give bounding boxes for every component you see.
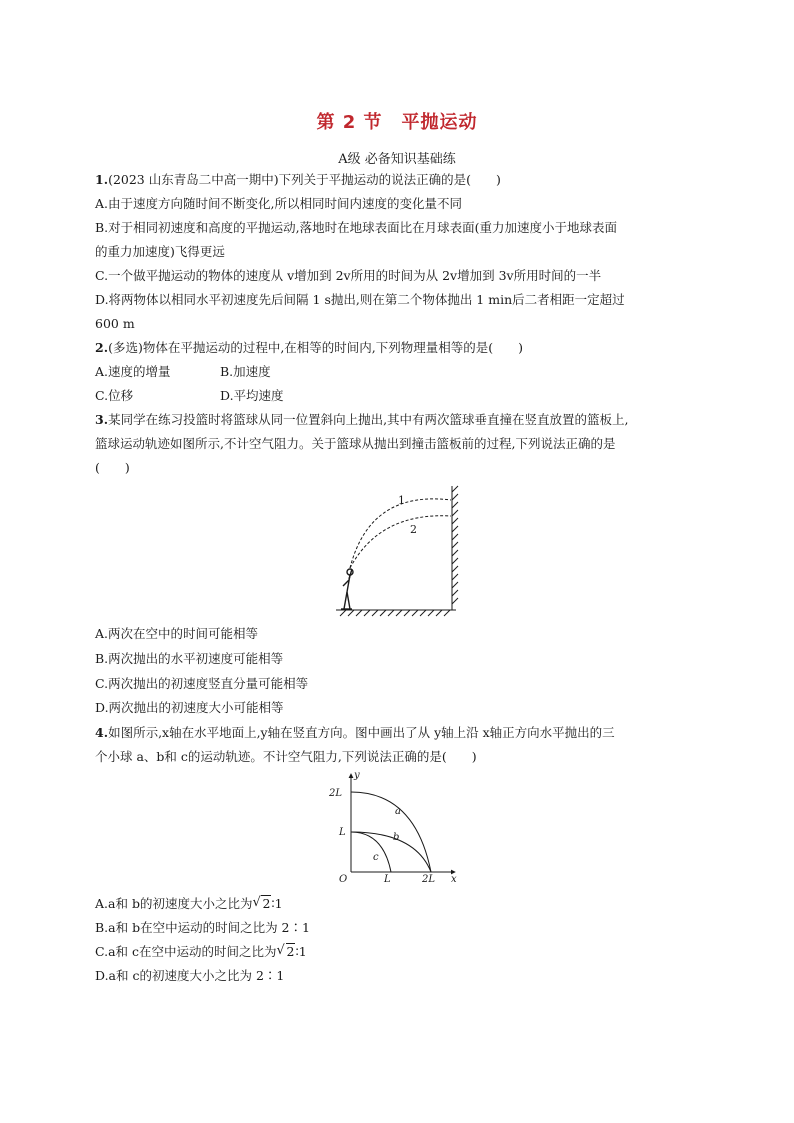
ground bbox=[336, 610, 456, 616]
q2-stem-text: (多选)物体在平抛运动的过程中,在相等的时间内,下列物理量相等的是( ) bbox=[108, 340, 524, 355]
trajectory-label-1: 1 bbox=[398, 494, 405, 507]
trajectory-2 bbox=[350, 516, 451, 568]
q4-option-b: B.a和 b在空中运动的时间之比为 2∶1 bbox=[95, 920, 310, 935]
q4-number: 4. bbox=[95, 725, 109, 740]
x-tick-L: L bbox=[384, 874, 391, 885]
q4-option-a-ratio: ∶1 bbox=[271, 896, 283, 911]
q4-stem-line2: 个小球 a、b和 c的运动轨迹。不计空气阻力,下列说法正确的是( ) bbox=[95, 749, 477, 764]
q3-stem-line2: 篮球运动轨迹如图所示,不计空气阻力。关于篮球从抛出到撞击篮板前的过程,下列说法正确的是 bbox=[95, 436, 616, 451]
q4-option-d: D.a和 c的初速度大小之比为 2∶1 bbox=[95, 968, 285, 983]
q2-row1 bbox=[95, 364, 271, 380]
q4-option-c-prefix: C. bbox=[95, 944, 109, 959]
q1-option-b-line1: B.对于相同初速度和高度的平抛运动,落地时在地球表面比在月球表面(重力加速度小于地球表面 bbox=[95, 220, 618, 235]
q3-option-c: C.两次抛出的初速度竖直分量可能相等 bbox=[95, 676, 309, 691]
y-tick-2L: 2L bbox=[329, 788, 343, 799]
backboard bbox=[452, 486, 458, 610]
q2-row2 bbox=[95, 388, 284, 404]
curve-c bbox=[351, 832, 391, 872]
origin-label: O bbox=[339, 874, 348, 885]
q2-stem bbox=[95, 340, 523, 356]
page-title: 第 2 节 平抛运动 bbox=[316, 112, 478, 133]
q3-stem bbox=[95, 412, 629, 428]
trajectory-label-2: 2 bbox=[410, 523, 417, 536]
q2-option-a: A.速度的增量 bbox=[95, 364, 171, 379]
q4-trajectory-figure bbox=[325, 768, 465, 890]
curve-b-label: b bbox=[393, 832, 400, 843]
curve-a-label: a bbox=[395, 806, 401, 817]
q1-number: 1. bbox=[95, 172, 109, 187]
q4-option-c-radicand: 2 bbox=[286, 944, 295, 959]
player-figure bbox=[341, 569, 353, 609]
q1-option-a: A.由于速度方向随时间不断变化,所以相同时间内速度的变化量不同 bbox=[95, 196, 462, 211]
q3-number: 3. bbox=[95, 412, 109, 427]
q3-stem-text: 某同学在练习投篮时将篮球从同一位置斜向上抛出,其中有两次篮球垂直撞在竖直放置的篮板上, bbox=[108, 412, 629, 427]
curve-b bbox=[351, 832, 431, 872]
q2-option-b: B.加速度 bbox=[220, 364, 271, 379]
q1-option-c: C.一个做平抛运动的物体的速度从 v增加到 2v所用的时间为从 2v增加到 3v所用时间的一半 bbox=[95, 268, 602, 283]
y-tick-L: L bbox=[339, 827, 346, 838]
x-axis-label: x bbox=[451, 874, 457, 885]
q3-option-b: B.两次抛出的水平初速度可能相等 bbox=[95, 651, 284, 666]
q2-option-d: D.平均速度 bbox=[220, 388, 284, 403]
x-tick-2L: 2L bbox=[422, 874, 436, 885]
q3-stem-line3: ( ) bbox=[95, 460, 130, 475]
q1-option-d-line1: D.将两物体以相同水平初速度先后间隔 1 s抛出,则在第二个物体抛出 1 min后二者相距一定超过 bbox=[95, 292, 625, 307]
trajectory-1 bbox=[350, 499, 451, 568]
section-heading: A级 必备知识基础练 bbox=[338, 152, 456, 167]
q1-stem-text: (2023 山东青岛二中高一期中)下列关于平抛运动的说法正确的是( ) bbox=[108, 172, 501, 187]
q4-option-a-radicand: 2 bbox=[262, 896, 271, 911]
q4-option-a-text: a和 b的初速度大小之比为 bbox=[108, 896, 253, 911]
q2-number: 2. bbox=[95, 340, 109, 355]
q1-option-b-line2: 的重力加速度)飞得更远 bbox=[95, 244, 225, 259]
curve-c-label: c bbox=[373, 852, 379, 863]
q4-option-a bbox=[95, 896, 283, 912]
q4-option-c-ratio: ∶1 bbox=[295, 944, 307, 959]
sqrt-symbol bbox=[252, 896, 271, 912]
y-axis-label: y bbox=[354, 770, 360, 781]
q3-option-d: D.两次抛出的初速度大小可能相等 bbox=[95, 700, 284, 715]
q4-option-c bbox=[95, 944, 307, 960]
q2-option-c: C.位移 bbox=[95, 388, 134, 403]
q1-option-d-line2: 600 m bbox=[95, 316, 135, 331]
q4-stem bbox=[95, 725, 615, 741]
sqrt-symbol bbox=[277, 944, 296, 960]
q4-stem-text: 如图所示,x轴在水平地面上,y轴在竖直方向。图中画出了从 y轴上沿 x轴正方向水平抛出的三 bbox=[108, 725, 615, 740]
q3-basketball-figure bbox=[330, 482, 470, 618]
q1-stem bbox=[95, 172, 501, 188]
q4-option-c-text: a和 c在空中运动的时间之比为 bbox=[108, 944, 277, 959]
q3-option-a: A.两次在空中的时间可能相等 bbox=[95, 626, 259, 641]
q4-option-a-prefix: A. bbox=[95, 896, 109, 911]
